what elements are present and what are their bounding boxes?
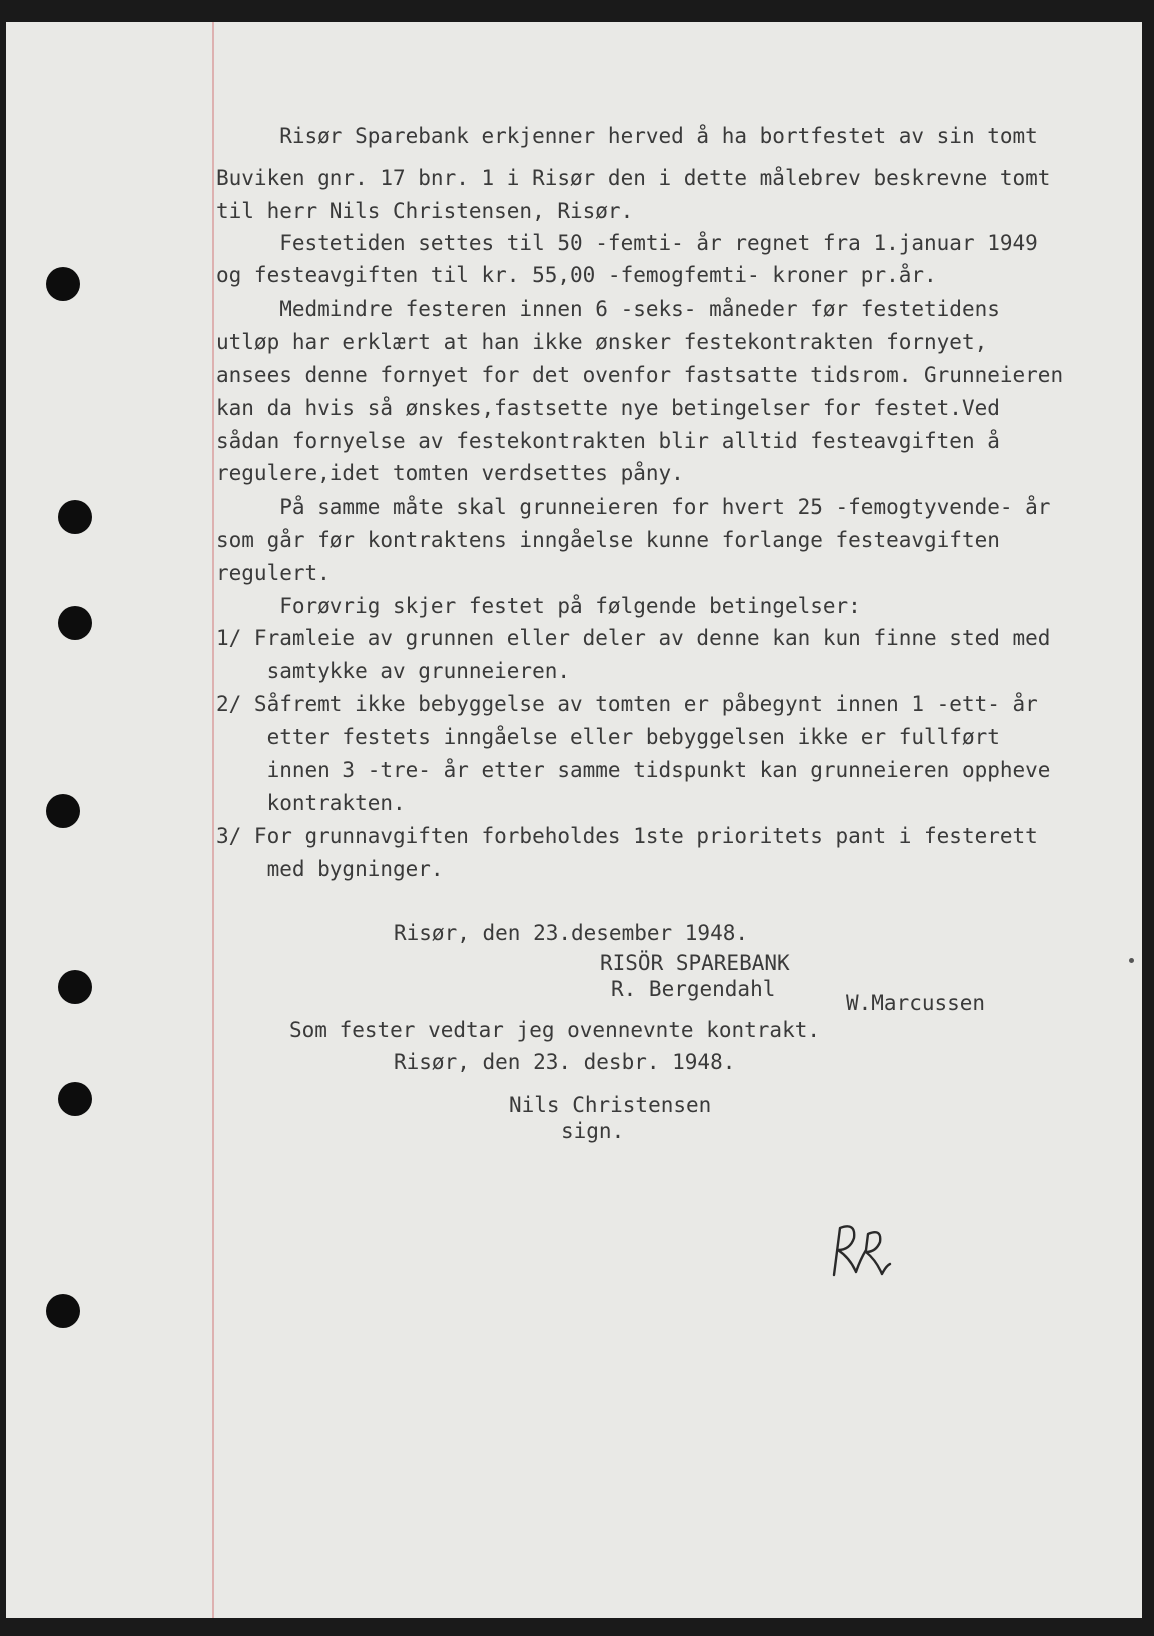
punch-hole (46, 1294, 80, 1328)
punch-hole (58, 606, 92, 640)
body-line: etter festets inngåelse eller bebyggelsen ikke er fullført (216, 725, 1000, 749)
fester-name: Nils Christensen (509, 1093, 712, 1117)
body-line: Medmindre festeren innen 6 -seks- måneder før festetidens (216, 297, 1000, 321)
sign-mark: sign. (561, 1119, 625, 1143)
body-line: innen 3 -tre- år etter samme tidspunkt kan grunneieren oppheve (216, 758, 1051, 782)
punch-hole (58, 500, 92, 534)
punch-hole (58, 970, 92, 1004)
body-line: kontrakten. (216, 791, 406, 815)
body-line: utløp har erklært at han ikke ønsker festekontrakten fornyet, (216, 330, 988, 354)
body-line: Risør Sparebank erkjenner herved å ha bortfestet av sin tomt (216, 124, 1038, 148)
punch-hole (46, 267, 80, 301)
body-line: 3/ For grunnavgiften forbeholdes 1ste prioritets pant i festerett (216, 824, 1038, 848)
handwritten-initials (826, 1220, 916, 1280)
body-line: med bygninger. (216, 857, 444, 881)
paper-speck (1129, 958, 1134, 963)
body-line: og festeavgiften til kr. 55,00 -femogfemti- kroner pr.år. (216, 263, 937, 287)
body-line: 1/ Framleie av grunnen eller deler av denne kan kun finne sted med (216, 626, 1051, 650)
body-line: samtykke av grunneieren. (216, 659, 571, 683)
signer-name: W.Marcussen (846, 991, 986, 1015)
document-page (6, 22, 1142, 1618)
body-line: ansees denne fornyet for det ovenfor fastsatte tidsrom. Grunneieren (216, 363, 1064, 387)
body-line: Festetiden settes til 50 -femti- år regnet fra 1.januar 1949 (216, 231, 1038, 255)
margin-rule (212, 22, 214, 1618)
body-line: På samme måte skal grunneieren for hvert 25 -femogtyvende- år (216, 495, 1051, 519)
bank-name: RISÖR SPAREBANK (600, 951, 790, 975)
body-line: kan da hvis så ønskes,fastsette nye betingelser for festet.Ved (216, 396, 1000, 420)
signer-name: R. Bergendahl (611, 977, 776, 1001)
punch-hole (58, 1082, 92, 1116)
acceptance-statement: Som fester vedtar jeg ovennevnte kontrakt. (289, 1018, 821, 1042)
punch-hole (46, 794, 80, 828)
place-date: Risør, den 23.desember 1948. (394, 921, 749, 945)
body-line: til herr Nils Christensen, Risør. (216, 199, 634, 223)
body-line: Buviken gnr. 17 bnr. 1 i Risør den i dette målebrev beskrevne tomt (216, 166, 1051, 190)
body-line: som går før kontraktens inngåelse kunne forlange festeavgiften (216, 528, 1000, 552)
body-line: 2/ Såfremt ikke bebyggelse av tomten er påbegynt innen 1 -ett- år (216, 692, 1038, 716)
body-line: Forøvrig skjer festet på følgende betingelser: (216, 594, 861, 618)
body-line: regulere,idet tomten verdsettes påny. (216, 461, 684, 485)
place-date: Risør, den 23. desbr. 1948. (394, 1050, 736, 1074)
body-line: regulert. (216, 561, 330, 585)
body-line: sådan fornyelse av festekontrakten blir alltid festeavgiften å (216, 429, 1000, 453)
